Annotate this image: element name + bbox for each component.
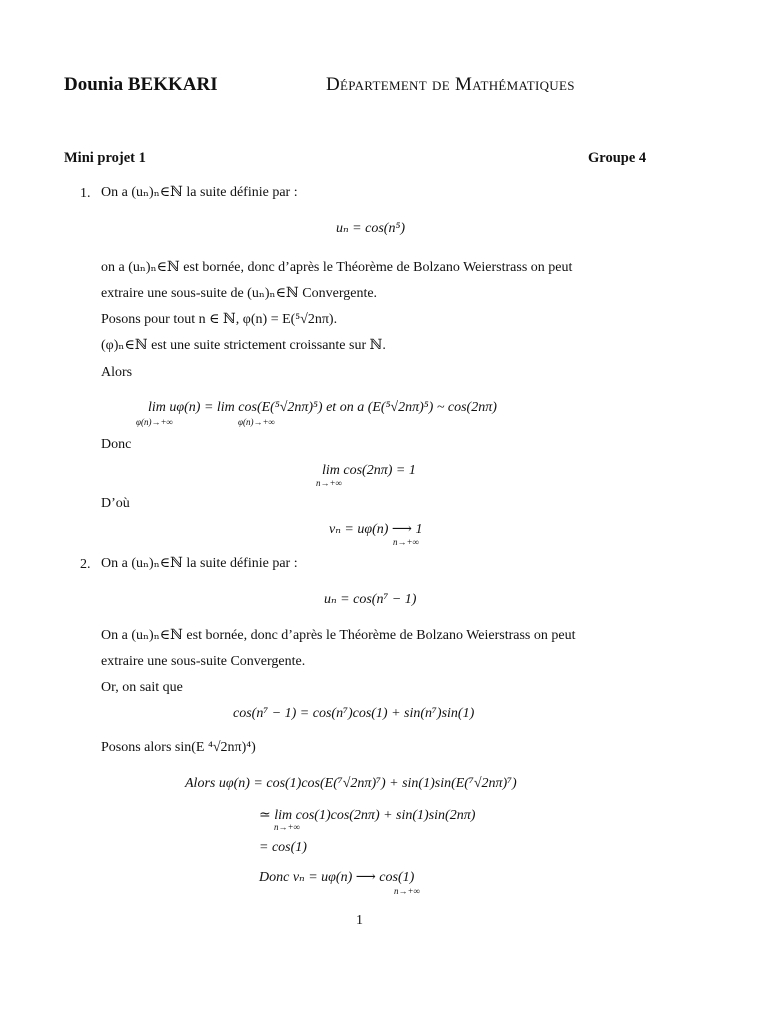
item-1-limit-2-subscript: n→+∞	[316, 478, 342, 488]
item-2-approx-subscript: n→+∞	[274, 822, 300, 832]
item-1-intro: On a (uₙ)ₙ∈ℕ la suite définie par :	[101, 185, 298, 200]
item-1-limit-2: lim cos(2nπ) = 1	[322, 463, 416, 478]
item-1-line-b: extraire une sous-suite de (uₙ)ₙ∈ℕ Convergente.	[101, 286, 378, 301]
item-1-result: vₙ = uφ(n) ⟶ 1	[329, 522, 423, 537]
item-1-limit-subscript-2: φ(n)→+∞	[238, 417, 275, 427]
item-1-dou: D’où	[101, 496, 130, 511]
item-2-approx-line: ≃ lim cos(1)cos(2nπ) + sin(1)sin(2nπ)	[259, 808, 476, 823]
item-1-donc: Donc	[101, 437, 132, 452]
item-1-definition: uₙ = cos(n⁵)	[336, 221, 405, 236]
item-2-posons: Posons alors sin(E ⁴√2nπ)⁴)	[101, 740, 256, 755]
author-name: Dounia BEKKARI	[64, 74, 218, 95]
item-2-intro: On a (uₙ)ₙ∈ℕ la suite définie par :	[101, 556, 298, 571]
item-1-alors: Alors	[101, 365, 133, 380]
item-1-limit-subscript: φ(n)→+∞	[136, 417, 173, 427]
item-1-number: 1.	[80, 186, 91, 201]
item-2-line-a: On a (uₙ)ₙ∈ℕ est bornée, donc d’après le Théorème de Bolzano Weierstrass on peut	[101, 628, 576, 643]
page-number: 1	[356, 913, 363, 928]
item-1-line-d: (φ)ₙ∈ℕ est une suite strictement croissante sur ℕ.	[101, 338, 386, 353]
item-1-line-c: Posons pour tout n ∈ ℕ, φ(n) = E(⁵√2nπ).	[101, 312, 338, 327]
item-2-line-c: Or, on sait que	[101, 680, 183, 695]
project-title: Mini projet 1	[64, 150, 146, 166]
item-2-donc-result: Donc vₙ = uφ(n) ⟶ cos(1)	[259, 870, 415, 885]
item-2-definition: uₙ = cos(n⁷ − 1)	[324, 592, 417, 607]
item-2-identity: cos(n⁷ − 1) = cos(n⁷)cos(1) + sin(n⁷)sin(1)	[233, 706, 475, 721]
item-2-alors-equation: Alors uφ(n) = cos(1)cos(E(⁷√2nπ)⁷) + sin(1)sin(E(⁷√2nπ)⁷)	[185, 776, 517, 791]
item-1-line-a: on a (uₙ)ₙ∈ℕ est bornée, donc d’après le Théorème de Bolzano Weierstrass on peut	[101, 260, 573, 275]
item-1-limit-equation: lim uφ(n) = lim cos(E(⁵√2nπ)⁵) et on a (E(⁵√2nπ)⁵) ~ cos(2nπ)	[148, 400, 497, 415]
item-2-number: 2.	[80, 557, 91, 572]
department-title: Département de Mathématiques	[326, 74, 575, 95]
item-2-donc-subscript: n→+∞	[394, 886, 420, 896]
item-1-result-subscript: n→+∞	[393, 537, 419, 547]
group-label: Groupe 4	[588, 150, 647, 166]
item-2-line-b: extraire une sous-suite Convergente.	[101, 654, 306, 669]
item-2-equals-line: = cos(1)	[259, 840, 307, 855]
